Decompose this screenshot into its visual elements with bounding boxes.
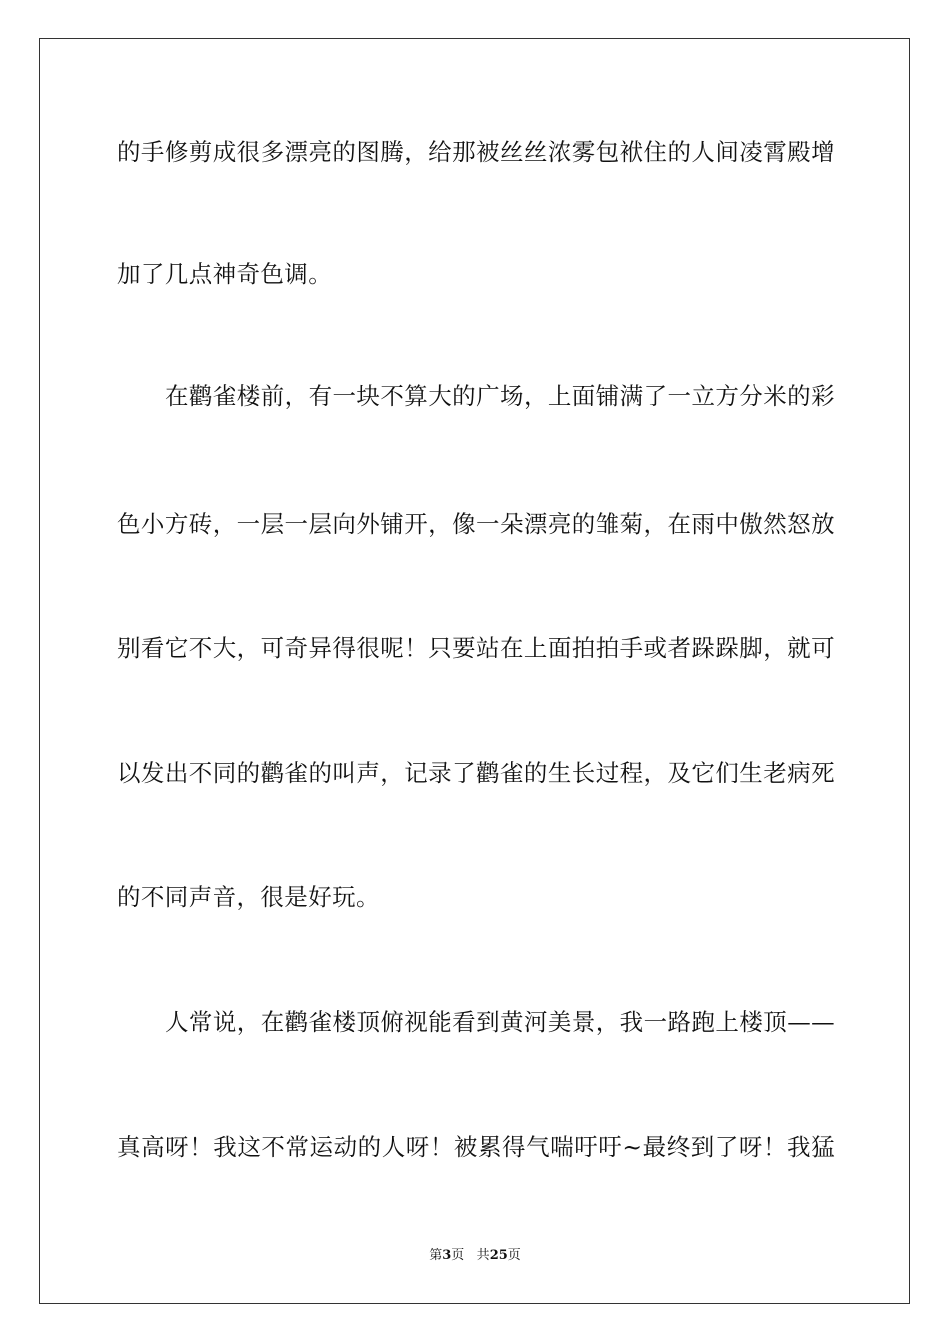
page-prefix: 第 [429,1248,443,1263]
total-suffix: 页 [507,1248,521,1263]
text-line-4: 色小方砖，一层一层向外铺开，像一朵漂亮的雏菊，在雨中傲然怒放 [117,510,835,538]
text-line-8: 人常说，在鹳雀楼顶俯视能看到黄河美景，我一路跑上楼顶—— [165,1008,835,1036]
text-line-6: 以发出不同的鹳雀的叫声，记录了鹳雀的生长过程，及它们生老病死 [117,759,835,787]
text-line-2: 加了几点神奇色调。 [117,260,333,288]
total-prefix: 共 [476,1248,490,1263]
page-footer [0,1244,950,1263]
page-border [39,38,910,1304]
text-line-1: 的手修剪成很多漂亮的图腾，给那被丝丝浓雾包袱住的人间凌霄殿增 [117,138,835,166]
total-pages: 25 [489,1248,508,1263]
text-line-7: 的不同声音，很是好玩。 [117,883,380,911]
text-line-9: 真高呀！我这不常运动的人呀！被累得气喘吁吁~最终到了呀！我猛 [117,1133,835,1161]
page-suffix: 页 [451,1248,465,1263]
page-number: 3 [442,1248,452,1263]
text-line-3: 在鹳雀楼前，有一块不算大的广场，上面铺满了一立方分米的彩 [165,382,835,410]
text-line-5: 别看它不大，可奇异得很呢！只要站在上面拍拍手或者跺跺脚，就可 [117,634,835,662]
